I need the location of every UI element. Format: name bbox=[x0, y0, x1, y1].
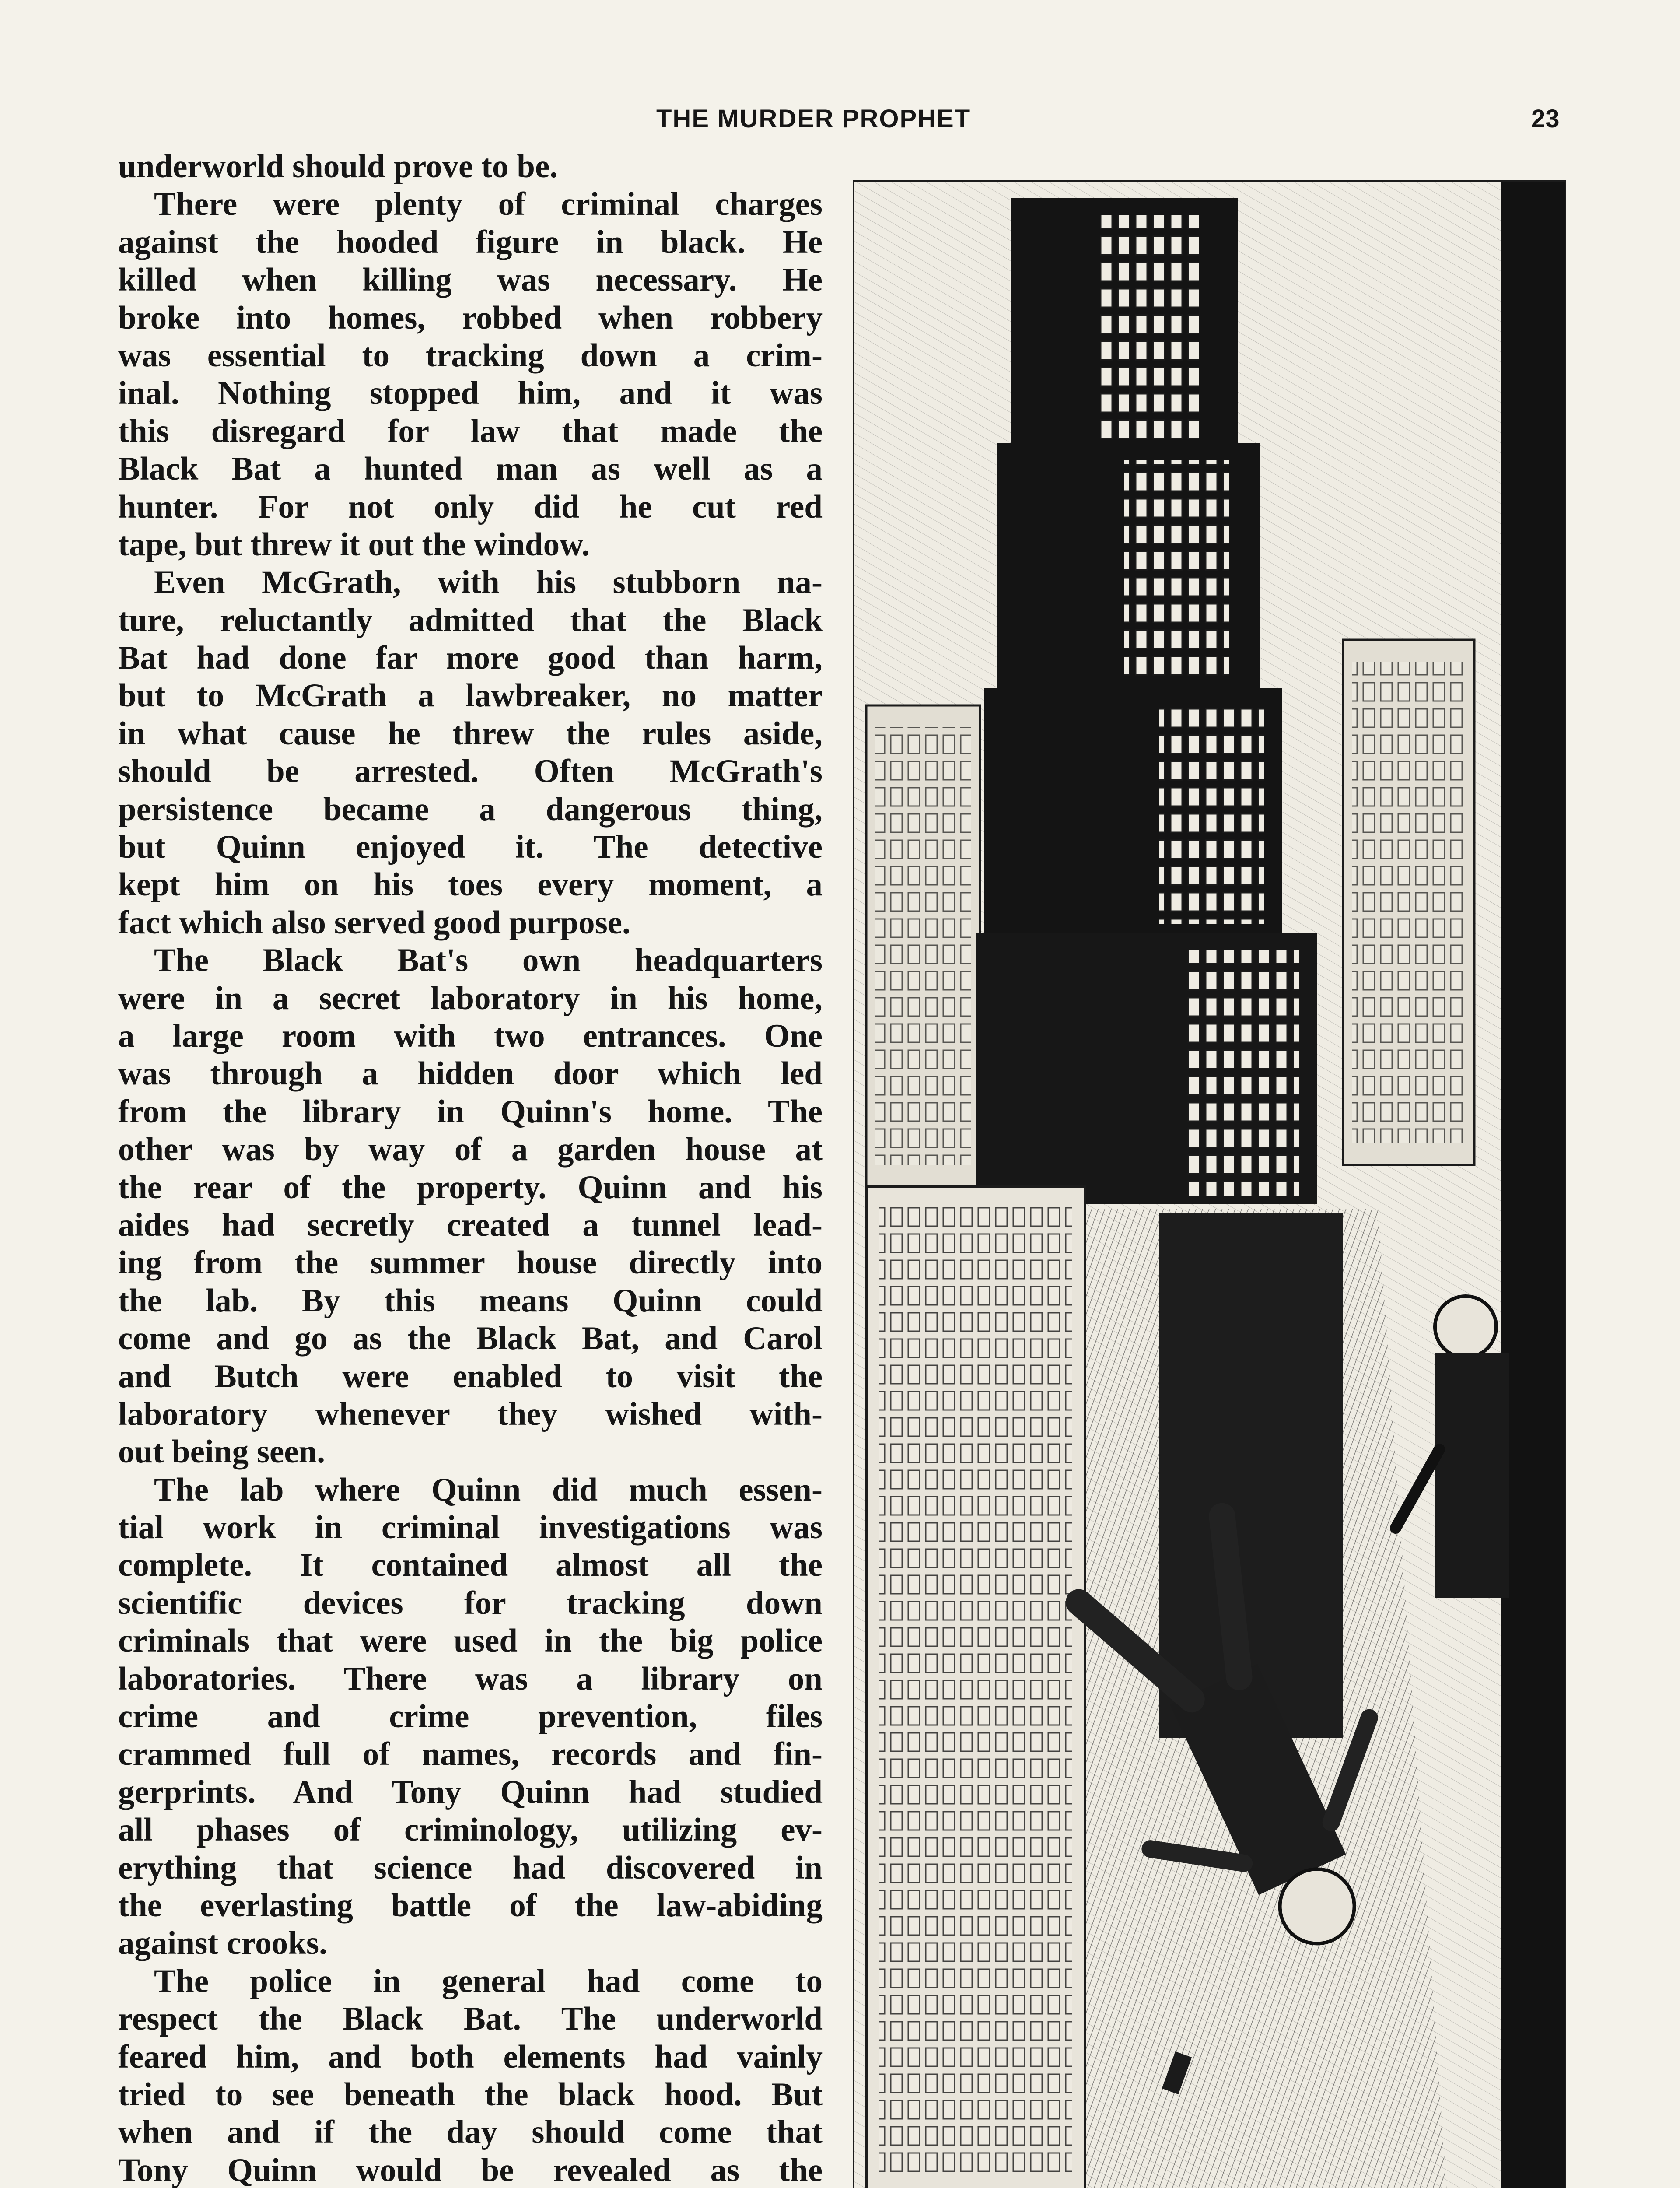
text-line: a large room with two entrances. One bbox=[118, 1017, 822, 1054]
text-line: underworld should prove to be. bbox=[118, 148, 558, 185]
text-line: kept him on his toes every moment, a bbox=[118, 866, 822, 903]
text-line: out being seen. bbox=[118, 1434, 325, 1470]
text-line: from the library in Quinn's home. The bbox=[118, 1093, 822, 1130]
onlooker-head bbox=[1435, 1296, 1496, 1357]
text-line: scientific devices for tracking down bbox=[118, 1585, 822, 1621]
text-line: should be arrested. Often McGrath's bbox=[118, 753, 822, 790]
text-line: Even McGrath, with his stubborn na- bbox=[154, 564, 822, 601]
text-line: laboratories. There was a library on bbox=[118, 1660, 822, 1697]
page-number: 23 bbox=[1531, 105, 1560, 133]
illustration-drawing bbox=[853, 180, 1566, 2188]
text-line: Bat had done far more good than harm, bbox=[118, 640, 822, 677]
text-line: inal. Nothing stopped him, and it was bbox=[118, 375, 822, 412]
text-line: criminals that were used in the big police bbox=[118, 1623, 822, 1659]
page-header bbox=[0, 104, 1680, 144]
text-line: complete. It contained almost all the bbox=[118, 1547, 822, 1584]
text-line: but Quinn enjoyed it. The detective bbox=[118, 829, 822, 866]
text-line: fact which also served good purpose. bbox=[118, 904, 630, 941]
body-text-column bbox=[118, 148, 822, 2188]
text-line: in what cause he threw the rules aside, bbox=[118, 715, 822, 752]
text-line: aides had secretly created a tunnel lead- bbox=[118, 1206, 822, 1243]
text-line: Tony Quinn would be revealed as the bbox=[118, 2152, 822, 2188]
text-line: ing from the summer house directly into bbox=[118, 1245, 822, 1281]
text-line: tial work in criminal investigations was bbox=[118, 1509, 822, 1546]
text-line: feared him, and both elements had vainly bbox=[118, 2038, 822, 2075]
text-line: this disregard for law that made the bbox=[118, 413, 822, 449]
lower-right-building bbox=[1159, 1213, 1343, 1738]
text-line: erything that science had discovered in bbox=[118, 1849, 822, 1886]
text-line: was essential to tracking down a crim- bbox=[118, 337, 822, 374]
text-line: the everlasting battle of the law-abiding bbox=[118, 1887, 822, 1924]
text-line: was through a hidden door which led bbox=[118, 1055, 822, 1092]
text-line: Black Bat a hunted man as well as a bbox=[118, 451, 822, 487]
text-line: The Black Bat's own headquarters bbox=[154, 942, 822, 979]
text-line: respect the Black Bat. The underworld bbox=[118, 2001, 822, 2037]
text-line: the lab. By this means Quinn could bbox=[118, 1282, 822, 1319]
text-line: crammed full of names, records and fin- bbox=[118, 1736, 822, 1773]
text-line: hunter. For not only did he cut red bbox=[118, 488, 822, 525]
running-title: THE MURDER PROPHET bbox=[656, 105, 971, 133]
text-line: tried to see beneath the black hood. But bbox=[118, 2076, 822, 2113]
text-line: other was by way of a garden house at bbox=[118, 1131, 822, 1168]
onlooker-body bbox=[1435, 1353, 1509, 1598]
text-line: ture, reluctantly admitted that the Black bbox=[118, 602, 822, 638]
text-line: but to McGrath a lawbreaker, no matter bbox=[118, 677, 822, 714]
window-ledge-building bbox=[1501, 180, 1566, 2188]
text-line: against crooks. bbox=[118, 1925, 327, 1962]
text-line: The lab where Quinn did much essen- bbox=[154, 1471, 822, 1508]
text-line: against the hooded figure in black. He bbox=[118, 224, 822, 260]
skyscraper-fall-illustration bbox=[853, 180, 1566, 2188]
text-line: crime and crime prevention, files bbox=[118, 1698, 822, 1735]
text-line: broke into homes, robbed when robbery bbox=[118, 299, 822, 336]
text-line: all phases of criminology, utilizing ev- bbox=[118, 1812, 822, 1848]
text-line: The police in general had come to bbox=[154, 1963, 822, 1999]
text-line: the rear of the property. Quinn and his bbox=[118, 1169, 822, 1206]
text-line: when and if the day should come that bbox=[118, 2114, 822, 2151]
text-line: come and go as the Black Bat, and Carol bbox=[118, 1320, 822, 1357]
text-line: were in a secret laboratory in his home, bbox=[118, 980, 822, 1017]
text-line: gerprints. And Tony Quinn had studied bbox=[118, 1774, 822, 1810]
text-line: laboratory whenever they wished with- bbox=[118, 1396, 822, 1432]
text-line: killed when killing was necessary. He bbox=[118, 262, 822, 298]
text-line: and Butch were enabled to visit the bbox=[118, 1358, 822, 1395]
text-line: tape, but threw it out the window. bbox=[118, 526, 590, 563]
text-line: There were plenty of criminal charges bbox=[154, 186, 822, 223]
text-line: persistence became a dangerous thing, bbox=[118, 791, 822, 828]
